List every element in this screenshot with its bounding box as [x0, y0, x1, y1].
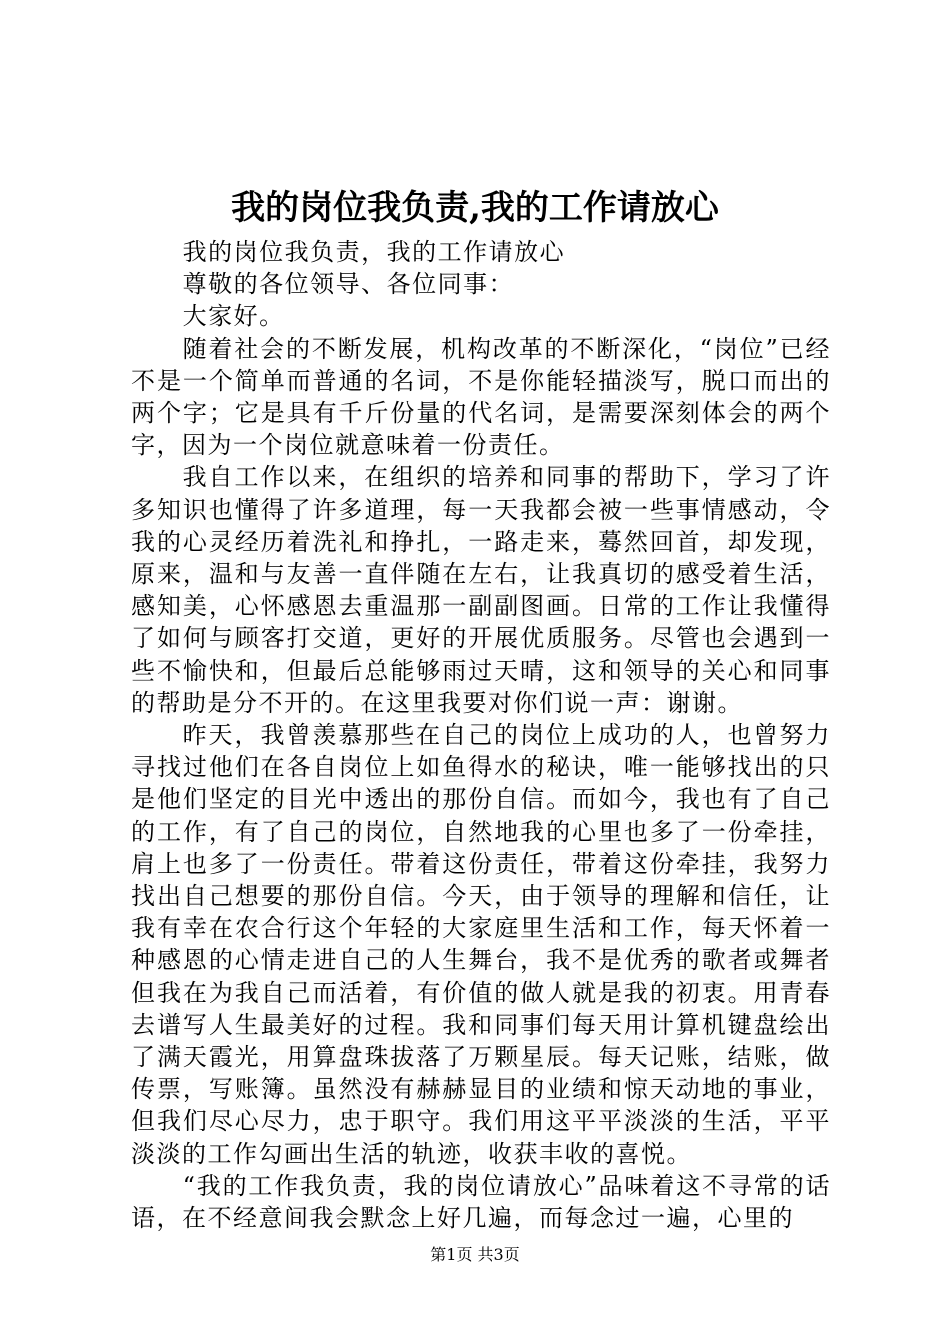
paragraph: 随着社会的不断发展，机构改革的不断深化，“岗位”已经不是一个简单而普通的名词，不是你能轻描淡写，脱口而出的两个字；它是具有千斤份量的代名词，是需要深刻体会的两个字，因为一个岗位就意味着一份责任。 [131, 334, 831, 460]
document-body [131, 236, 831, 1234]
paragraph-greeting: 大家好。 [182, 302, 285, 331]
paragraph: 我自工作以来，在组织的培养和同事的帮助下，学习了许多知识也懂得了许多道理，每一天我都会被一些事情感动，令我的心灵经历着洗礼和挣扎，一路走来，蓦然回首，却发现，原来，温和与友善一直伴随在左右，让我真切的感受着生活，感知美，心怀感恩去重温那一副副图画。日常的工作让我懂得了如何与顾客打交道，更好的开展优质服务。尽管也会遇到一些不愉快和，但最后总能够雨过天晴，这和领导的关心和同事的帮助是分不开的。在这里我要对你们说一声：谢谢。 [131, 463, 831, 717]
paragraph: “我的工作我负责，我的岗位请放心”品味着这不寻常的话语，在不经意间我会默念上好几遍，而每念过一遍，心里的 [131, 1171, 831, 1233]
page-number-footer: 第1页 共3页 [430, 1245, 520, 1264]
paragraph-salutation: 尊敬的各位领导、各位同事： [182, 270, 515, 299]
paragraph-subtitle: 我的岗位我负责，我的工作请放心 [182, 238, 566, 266]
paragraph: 昨天，我曾羡慕那些在自己的岗位上成功的人，也曾努力寻找过他们在各自岗位上如鱼得水的秘诀，唯一能够找出的只是他们坚定的目光中透出的那份自信。而如今，我也有了自己的工作，有了自己的岗位，自然地我的心里也多了一份牵挂，肩上也多了一份责任。带着这份责任，带着这份牵挂，我努力找出自己想要的那份自信。今天，由于领导的理解和信任，让我有幸在农合行这个年轻的大家庭里生活和工作，每天怀着一种感恩的心情走进自己的人生舞台，我不是优秀的歌者或舞者但我在为我自己而活着，有价值的做人就是我的初衷。用青春去谱写人生最美好的过程。我和同事们每天用计算机键盘绘出了满天霞光，用算盘珠拔落了万颗星辰。每天记账，结账，做传票，写账簿。虽然没有赫赫显目的业绩和惊天动地的事业，但我们尽心尽力，忠于职守。我们用这平平淡淡的生活，平平淡淡的工作勾画出生活的轨迹，收获丰收的喜悦。 [131, 721, 831, 1168]
document-title: 我的岗位我负责,我的工作请放心 [231, 188, 719, 228]
